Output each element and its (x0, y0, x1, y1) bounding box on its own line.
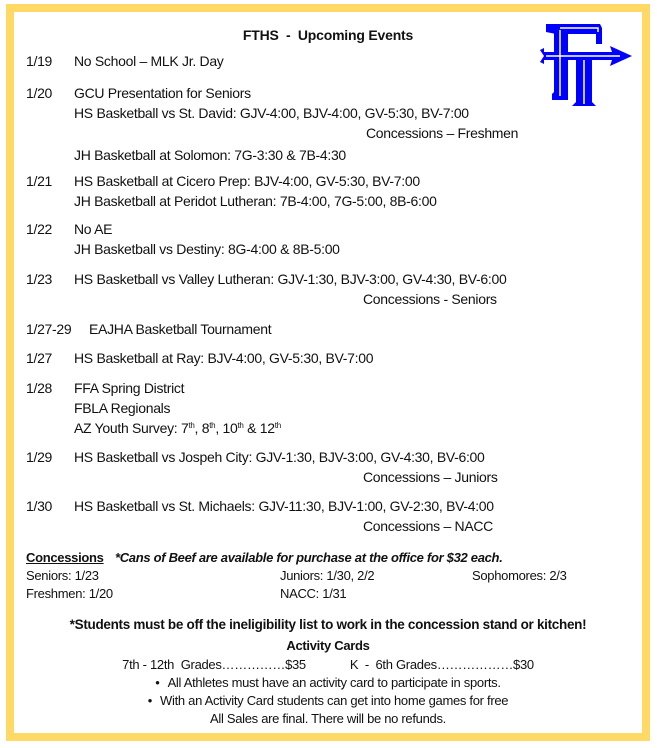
event-line: JH Basketball vs Destiny: 8G-4:00 & 8B-5:00 (74, 241, 340, 257)
event-line-survey: AZ Youth Survey: 7th, 8th, 10th & 12th (74, 420, 281, 436)
ft-monogram-logo-icon (536, 20, 636, 108)
schedule-seniors: Seniors: 1/23 (26, 568, 99, 583)
activity-cards-heading: Activity Cards (286, 638, 370, 653)
event-line: HS Basketball vs Jospeh City: GJV-1:30, BJV-3:00, GV-4:30, BV-6:00 (74, 449, 485, 465)
activity-card-prices (14, 657, 642, 672)
activity-card-bullet-athletes: • All Athletes must have an activity card to participate in sports. (14, 675, 642, 690)
event-line: HS Basketball vs St. David: GJV-4:00, BJV-4:00, GV-5:30, BV-7:00 (74, 105, 469, 121)
flyer-frame (6, 4, 650, 741)
event-line: EAJHA Basketball Tournament (89, 321, 272, 337)
event-line: JH Basketball at Peridot Lutheran: 7B-4:00, 7G-5:00, 8B-6:00 (74, 193, 437, 209)
event-line: HS Basketball at Ray: BJV-4:00, GV-5:30, BV-7:00 (74, 350, 374, 366)
cans-of-beef-note: *Cans of Beef are available for purchase at the office for $32 each. (114, 550, 503, 565)
price-7-12-value: $35 (285, 657, 306, 672)
concessions-assignment: Concessions – NACC (363, 518, 493, 534)
schedule-juniors: Juniors: 1/30, 2/2 (280, 568, 375, 583)
event-date: 1/30 (26, 498, 53, 514)
price-k-6-value: $30 (513, 657, 534, 672)
event-line: HS Basketball vs St. Michaels: GJV-11:30, BJV-1:00, GV-2:30, BV-4:00 (74, 498, 494, 514)
event-date: 1/19 (26, 53, 53, 69)
event-date: 1/21 (26, 173, 53, 189)
price-7-12-label: 7th - 12th Grades…………… (122, 657, 286, 672)
event-date: 1/27-29 (26, 321, 72, 337)
event-date: 1/20 (26, 85, 53, 101)
activity-card-bullet-home-games: • With an Activity Card students can get into home games for free (14, 693, 642, 708)
schedule-nacc: NACC: 1/31 (280, 586, 347, 601)
event-date: 1/28 (26, 380, 53, 396)
concessions-assignment: Concessions – Juniors (363, 469, 498, 485)
schedule-freshmen: Freshmen: 1/20 (26, 586, 113, 601)
event-date: 1/27 (26, 350, 53, 366)
event-line: JH Basketball at Solomon: 7G-3:30 & 7B-4:30 (74, 147, 346, 163)
eligibility-note: *Students must be off the ineligibility list to work in the concession stand or kitchen! (69, 617, 587, 632)
price-k-6-label: K - 6th Grades……………… (349, 657, 514, 672)
concessions-assignment: Concessions – Freshmen (366, 125, 519, 141)
event-line: HS Basketball at Cicero Prep: BJV-4:00, GV-5:30, BV-7:00 (74, 173, 420, 189)
concessions-section-header (26, 550, 503, 565)
concessions-heading: Concessions (26, 550, 104, 565)
event-line: GCU Presentation for Seniors (74, 85, 251, 101)
page-title: FTHS - Upcoming Events (242, 27, 414, 43)
event-date: 1/23 (26, 271, 53, 287)
event-line: HS Basketball vs Valley Lutheran: GJV-1:30, BJV-3:00, GV-4:30, BV-6:00 (74, 271, 507, 287)
event-date: 1/22 (26, 221, 53, 237)
sales-final-note: All Sales are final. There will be no refunds. (210, 711, 446, 726)
event-date: 1/29 (26, 449, 53, 465)
event-line: FBLA Regionals (74, 400, 171, 416)
event-line: FFA Spring District (74, 380, 185, 396)
event-line: No AE (74, 221, 113, 237)
schedule-sophomores: Sophomores: 2/3 (472, 568, 567, 583)
event-line: No School – MLK Jr. Day (74, 53, 224, 69)
concessions-assignment: Concessions - Seniors (363, 291, 497, 307)
